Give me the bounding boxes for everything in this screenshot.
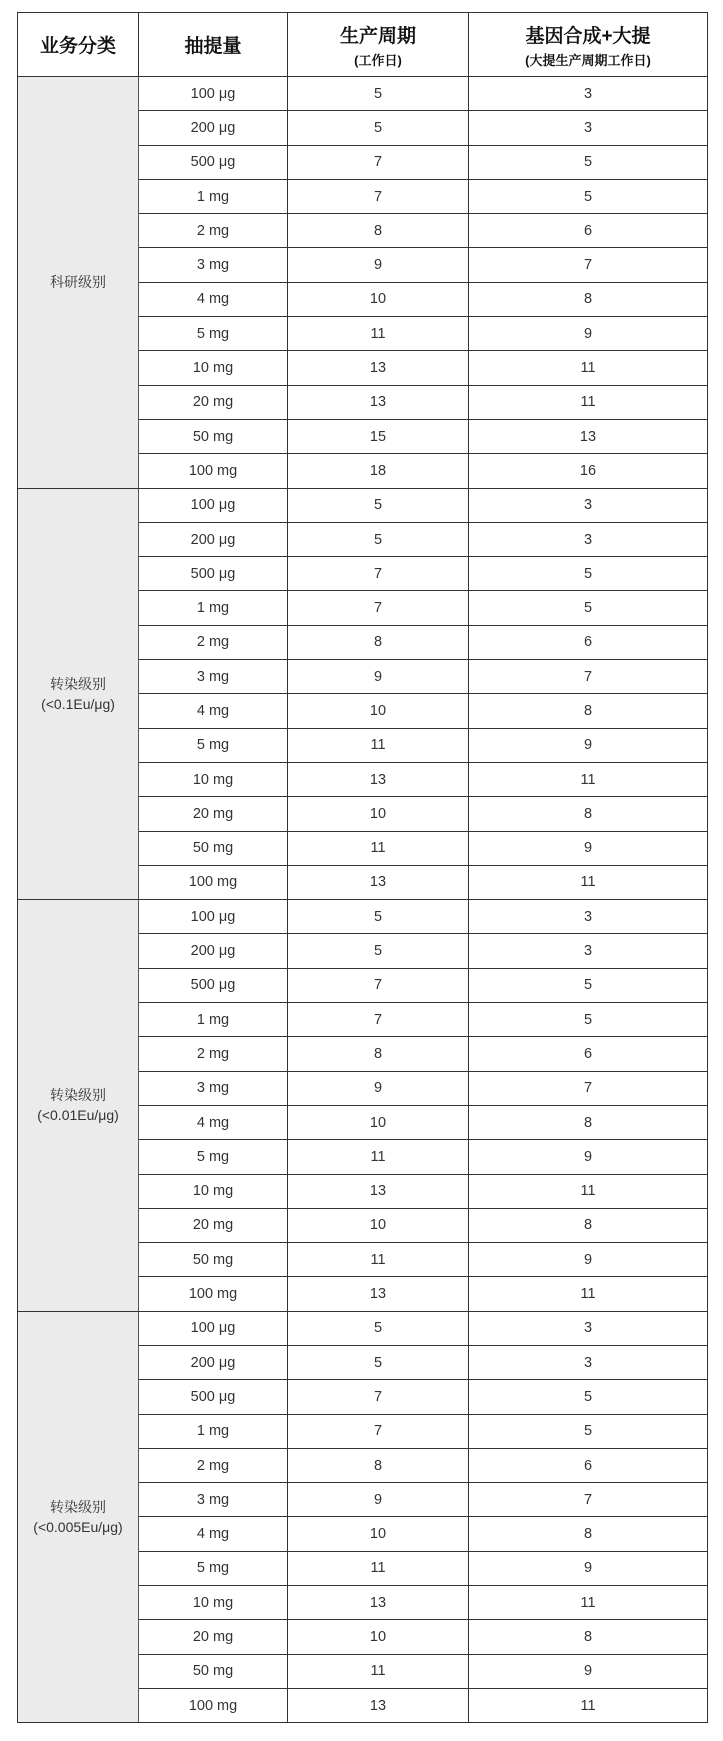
amount-cell: 3 mg (139, 660, 288, 694)
amount-cell: 1 mg (139, 179, 288, 213)
amount-cell: 3 mg (139, 248, 288, 282)
production-days-cell: 5 (288, 488, 469, 522)
synthesis-days-cell: 8 (469, 282, 708, 316)
amount-cell: 100 mg (139, 454, 288, 488)
production-days-cell: 18 (288, 454, 469, 488)
amount-cell: 5 mg (139, 317, 288, 351)
amount-cell: 100 μg (139, 488, 288, 522)
production-days-cell: 7 (288, 591, 469, 625)
synthesis-days-cell: 5 (469, 1003, 708, 1037)
production-days-cell: 7 (288, 1003, 469, 1037)
amount-cell: 500 μg (139, 968, 288, 1002)
amount-cell: 200 μg (139, 1345, 288, 1379)
amount-cell: 3 mg (139, 1483, 288, 1517)
header-category: 业务分类 (18, 13, 139, 77)
production-days-cell: 15 (288, 419, 469, 453)
category-sublabel: (<0.005Eu/μg) (33, 1518, 123, 1535)
amount-cell: 200 μg (139, 111, 288, 145)
production-days-cell: 13 (288, 351, 469, 385)
amount-cell: 100 mg (139, 1688, 288, 1722)
synthesis-days-cell: 3 (469, 1311, 708, 1345)
production-days-cell: 8 (288, 1448, 469, 1482)
synthesis-days-cell: 9 (469, 728, 708, 762)
production-days-cell: 5 (288, 1311, 469, 1345)
synthesis-days-cell: 8 (469, 1517, 708, 1551)
synthesis-days-cell: 5 (469, 1380, 708, 1414)
production-days-cell: 7 (288, 1380, 469, 1414)
synthesis-days-cell: 5 (469, 1414, 708, 1448)
amount-cell: 50 mg (139, 419, 288, 453)
synthesis-days-cell: 7 (469, 660, 708, 694)
amount-cell: 500 μg (139, 557, 288, 591)
amount-cell: 100 mg (139, 865, 288, 899)
production-days-cell: 10 (288, 1208, 469, 1242)
production-days-cell: 13 (288, 385, 469, 419)
production-days-cell: 8 (288, 1037, 469, 1071)
table-header (18, 13, 708, 77)
synthesis-days-cell: 3 (469, 934, 708, 968)
synthesis-days-cell: 3 (469, 77, 708, 111)
amount-cell: 50 mg (139, 1243, 288, 1277)
synthesis-days-cell: 3 (469, 1345, 708, 1379)
production-days-cell: 13 (288, 762, 469, 796)
production-days-cell: 7 (288, 179, 469, 213)
amount-cell: 5 mg (139, 728, 288, 762)
header-synthesis-title: 基因合成+大提 (525, 25, 651, 47)
amount-cell: 2 mg (139, 1448, 288, 1482)
production-days-cell: 11 (288, 1243, 469, 1277)
amount-cell: 20 mg (139, 1208, 288, 1242)
production-days-cell: 8 (288, 625, 469, 659)
production-days-cell: 11 (288, 1654, 469, 1688)
production-days-cell: 10 (288, 694, 469, 728)
synthesis-days-cell: 11 (469, 385, 708, 419)
header-synthesis-sub: (大提生产周期工作日) (525, 52, 651, 68)
amount-cell: 100 mg (139, 1277, 288, 1311)
category-cell (18, 77, 139, 489)
production-days-cell: 7 (288, 557, 469, 591)
amount-cell: 10 mg (139, 762, 288, 796)
synthesis-days-cell: 3 (469, 522, 708, 556)
synthesis-days-cell: 3 (469, 900, 708, 934)
header-synthesis (469, 13, 708, 77)
header-production (288, 13, 469, 77)
production-days-cell: 5 (288, 522, 469, 556)
amount-cell: 1 mg (139, 1414, 288, 1448)
synthesis-days-cell: 8 (469, 694, 708, 728)
amount-cell: 4 mg (139, 1105, 288, 1139)
amount-cell: 20 mg (139, 1620, 288, 1654)
synthesis-days-cell: 13 (469, 419, 708, 453)
synthesis-days-cell: 9 (469, 1140, 708, 1174)
category-label: 转染级别 (50, 1498, 106, 1515)
category-cell (18, 1311, 139, 1723)
amount-cell: 100 μg (139, 900, 288, 934)
production-days-cell: 10 (288, 797, 469, 831)
amount-cell: 4 mg (139, 1517, 288, 1551)
production-days-cell: 11 (288, 728, 469, 762)
amount-cell: 200 μg (139, 934, 288, 968)
amount-cell: 500 μg (139, 145, 288, 179)
amount-cell: 2 mg (139, 1037, 288, 1071)
production-days-cell: 11 (288, 317, 469, 351)
synthesis-days-cell: 5 (469, 557, 708, 591)
synthesis-days-cell: 5 (469, 179, 708, 213)
production-days-cell: 5 (288, 934, 469, 968)
synthesis-days-cell: 8 (469, 1105, 708, 1139)
amount-cell: 50 mg (139, 1654, 288, 1688)
table-row (18, 77, 708, 111)
production-days-cell: 9 (288, 248, 469, 282)
production-days-cell: 9 (288, 1483, 469, 1517)
synthesis-days-cell: 11 (469, 1277, 708, 1311)
category-sublabel: (<0.01Eu/μg) (37, 1107, 119, 1124)
header-production-title: 生产周期 (339, 25, 416, 47)
synthesis-days-cell: 11 (469, 351, 708, 385)
production-days-cell: 8 (288, 214, 469, 248)
category-sublabel: (<0.1Eu/μg) (41, 695, 115, 712)
production-days-cell: 13 (288, 865, 469, 899)
table-row (18, 1311, 708, 1345)
production-days-cell: 7 (288, 968, 469, 1002)
amount-cell: 5 mg (139, 1551, 288, 1585)
amount-cell: 20 mg (139, 385, 288, 419)
amount-cell: 10 mg (139, 1174, 288, 1208)
synthesis-days-cell: 6 (469, 625, 708, 659)
amount-cell: 2 mg (139, 214, 288, 248)
production-days-cell: 13 (288, 1688, 469, 1722)
amount-cell: 1 mg (139, 591, 288, 625)
production-days-cell: 7 (288, 1414, 469, 1448)
amount-cell: 3 mg (139, 1071, 288, 1105)
category-label: 转染级别 (50, 675, 106, 692)
amount-cell: 1 mg (139, 1003, 288, 1037)
synthesis-days-cell: 3 (469, 488, 708, 522)
production-days-cell: 5 (288, 77, 469, 111)
synthesis-days-cell: 16 (469, 454, 708, 488)
synthesis-days-cell: 8 (469, 1208, 708, 1242)
production-days-cell: 11 (288, 831, 469, 865)
production-days-cell: 10 (288, 1620, 469, 1654)
production-days-cell: 10 (288, 1517, 469, 1551)
category-label: 转染级别 (50, 1087, 106, 1104)
amount-cell: 5 mg (139, 1140, 288, 1174)
amount-cell: 200 μg (139, 522, 288, 556)
synthesis-days-cell: 7 (469, 248, 708, 282)
production-days-cell: 13 (288, 1174, 469, 1208)
synthesis-days-cell: 11 (469, 865, 708, 899)
amount-cell: 500 μg (139, 1380, 288, 1414)
amount-cell: 50 mg (139, 831, 288, 865)
header-amount: 抽提量 (139, 13, 288, 77)
synthesis-days-cell: 5 (469, 968, 708, 1002)
production-cycle-table (17, 12, 708, 1723)
synthesis-days-cell: 9 (469, 1551, 708, 1585)
production-days-cell: 5 (288, 111, 469, 145)
synthesis-days-cell: 7 (469, 1483, 708, 1517)
production-days-cell: 11 (288, 1140, 469, 1174)
amount-cell: 100 μg (139, 1311, 288, 1345)
amount-cell: 2 mg (139, 625, 288, 659)
synthesis-days-cell: 7 (469, 1071, 708, 1105)
category-cell (18, 488, 139, 900)
production-days-cell: 13 (288, 1586, 469, 1620)
synthesis-days-cell: 6 (469, 1037, 708, 1071)
production-days-cell: 9 (288, 1071, 469, 1105)
production-days-cell: 10 (288, 282, 469, 316)
production-days-cell: 5 (288, 1345, 469, 1379)
synthesis-days-cell: 9 (469, 1654, 708, 1688)
synthesis-days-cell: 3 (469, 111, 708, 145)
synthesis-days-cell: 11 (469, 762, 708, 796)
synthesis-days-cell: 11 (469, 1586, 708, 1620)
amount-cell: 4 mg (139, 694, 288, 728)
synthesis-days-cell: 6 (469, 214, 708, 248)
category-cell (18, 900, 139, 1312)
amount-cell: 4 mg (139, 282, 288, 316)
synthesis-days-cell: 6 (469, 1448, 708, 1482)
synthesis-days-cell: 11 (469, 1688, 708, 1722)
table-body (18, 77, 708, 1723)
production-days-cell: 9 (288, 660, 469, 694)
table-row (18, 488, 708, 522)
production-days-cell: 13 (288, 1277, 469, 1311)
amount-cell: 10 mg (139, 351, 288, 385)
synthesis-days-cell: 5 (469, 145, 708, 179)
amount-cell: 10 mg (139, 1586, 288, 1620)
synthesis-days-cell: 5 (469, 591, 708, 625)
amount-cell: 100 μg (139, 77, 288, 111)
synthesis-days-cell: 9 (469, 317, 708, 351)
synthesis-days-cell: 9 (469, 831, 708, 865)
synthesis-days-cell: 11 (469, 1174, 708, 1208)
production-days-cell: 10 (288, 1105, 469, 1139)
synthesis-days-cell: 8 (469, 797, 708, 831)
synthesis-days-cell: 8 (469, 1620, 708, 1654)
production-days-cell: 5 (288, 900, 469, 934)
production-days-cell: 11 (288, 1551, 469, 1585)
header-production-sub: (工作日) (354, 52, 402, 68)
amount-cell: 20 mg (139, 797, 288, 831)
production-days-cell: 7 (288, 145, 469, 179)
table-row (18, 900, 708, 934)
category-label: 科研级别 (50, 274, 106, 291)
synthesis-days-cell: 9 (469, 1243, 708, 1277)
